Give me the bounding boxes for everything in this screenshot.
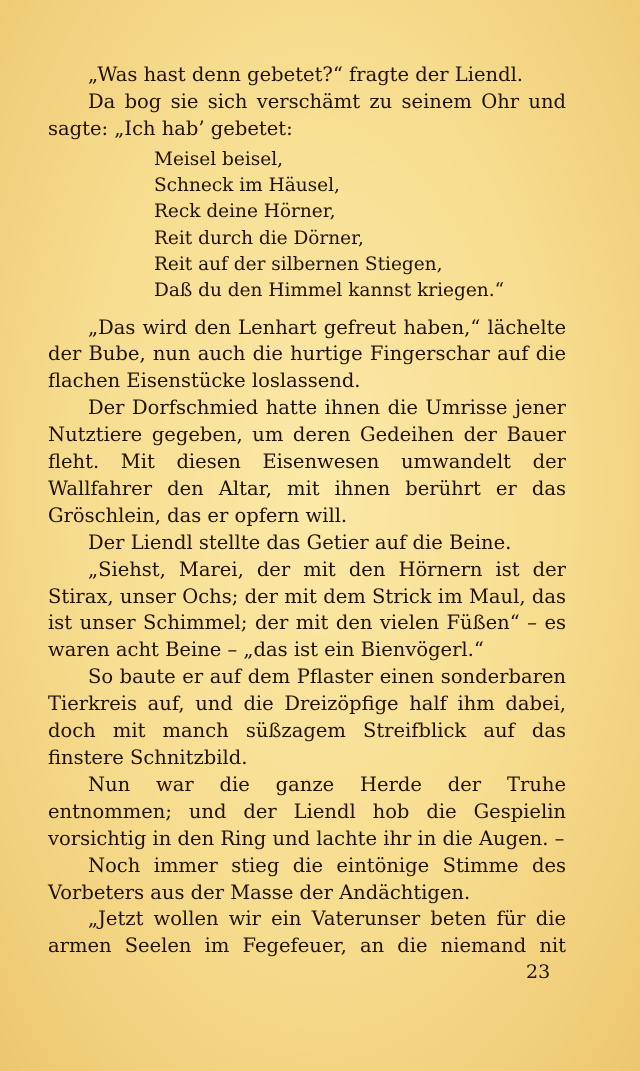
page-text [48,62,566,960]
paragraph: So baute er auf dem Pflaster einen sonderbaren Tierkreis auf, und die Dreizöpfige half ihm dabei, doch mit manch süßzagem Streifblick auf das finstere Schnitzbild. [48,665,566,769]
paragraph: Noch immer stieg die eintönige Stimme des Vorbeters aus der Masse der Andächtigen. [48,853,566,904]
paragraph: „Siehst, Marei, der mit den Hörnern ist der Stirax, unser Ochs; der mit dem Strick im Maul, das ist unser Schimmel; der mit den vielen Füßen“ – es waren acht Beine – „das ist ein Bienvögerl.“ [48,557,566,662]
paragraph: Nun war die ganze Herde der Truhe entnommen; und der Liendl hob die Gespielin vorsichtig in den Ring und lachte ihr in die Augen. – [48,772,566,850]
page-number: 23 [526,961,551,983]
verse-line: Daß du den Himmel kannst kriegen.“ [154,280,505,302]
paragraph: Der Dorfschmied hatte ihnen die Umrisse jener Nutztiere gegeben, um deren Gedeihen der Bauer fleht. Mit diesen Eisenwesen umwandelt der Wallfahrer den Altar, mit ihnen berührt er das Gröschlein, das er opfern will. [48,396,566,527]
verse-line: Schneck im Häusel, [154,175,340,197]
verse-line: Reit auf der silbernen Stiegen, [154,253,443,275]
paragraph: Der Liendl stellte das Getier auf die Beine. [88,530,512,554]
paragraph: „Das wird den Lenhart gefreut haben,“ lächelte der Bube, nun auch die hurtige Fingerschar auf die flachen Eisenstücke loslassend. [48,315,566,393]
verse [154,147,566,305]
paragraph: „Was hast denn gebetet?“ fragte der Liendl. [88,63,523,86]
paragraph: Da bog sie sich verschämt zu seinem Ohr und sagte: „Ich hab’ gebetet: [48,89,566,140]
verse-line: Reck deine Hörner, [154,201,336,223]
verse-line: Reit durch die Dörner, [154,227,364,249]
verse-line: Meisel beisel, [154,148,283,170]
paragraph: „Jetzt wollen wir ein Vaterunser beten für die armen Seelen im Fegefeuer, an die niemand nit [48,907,566,958]
